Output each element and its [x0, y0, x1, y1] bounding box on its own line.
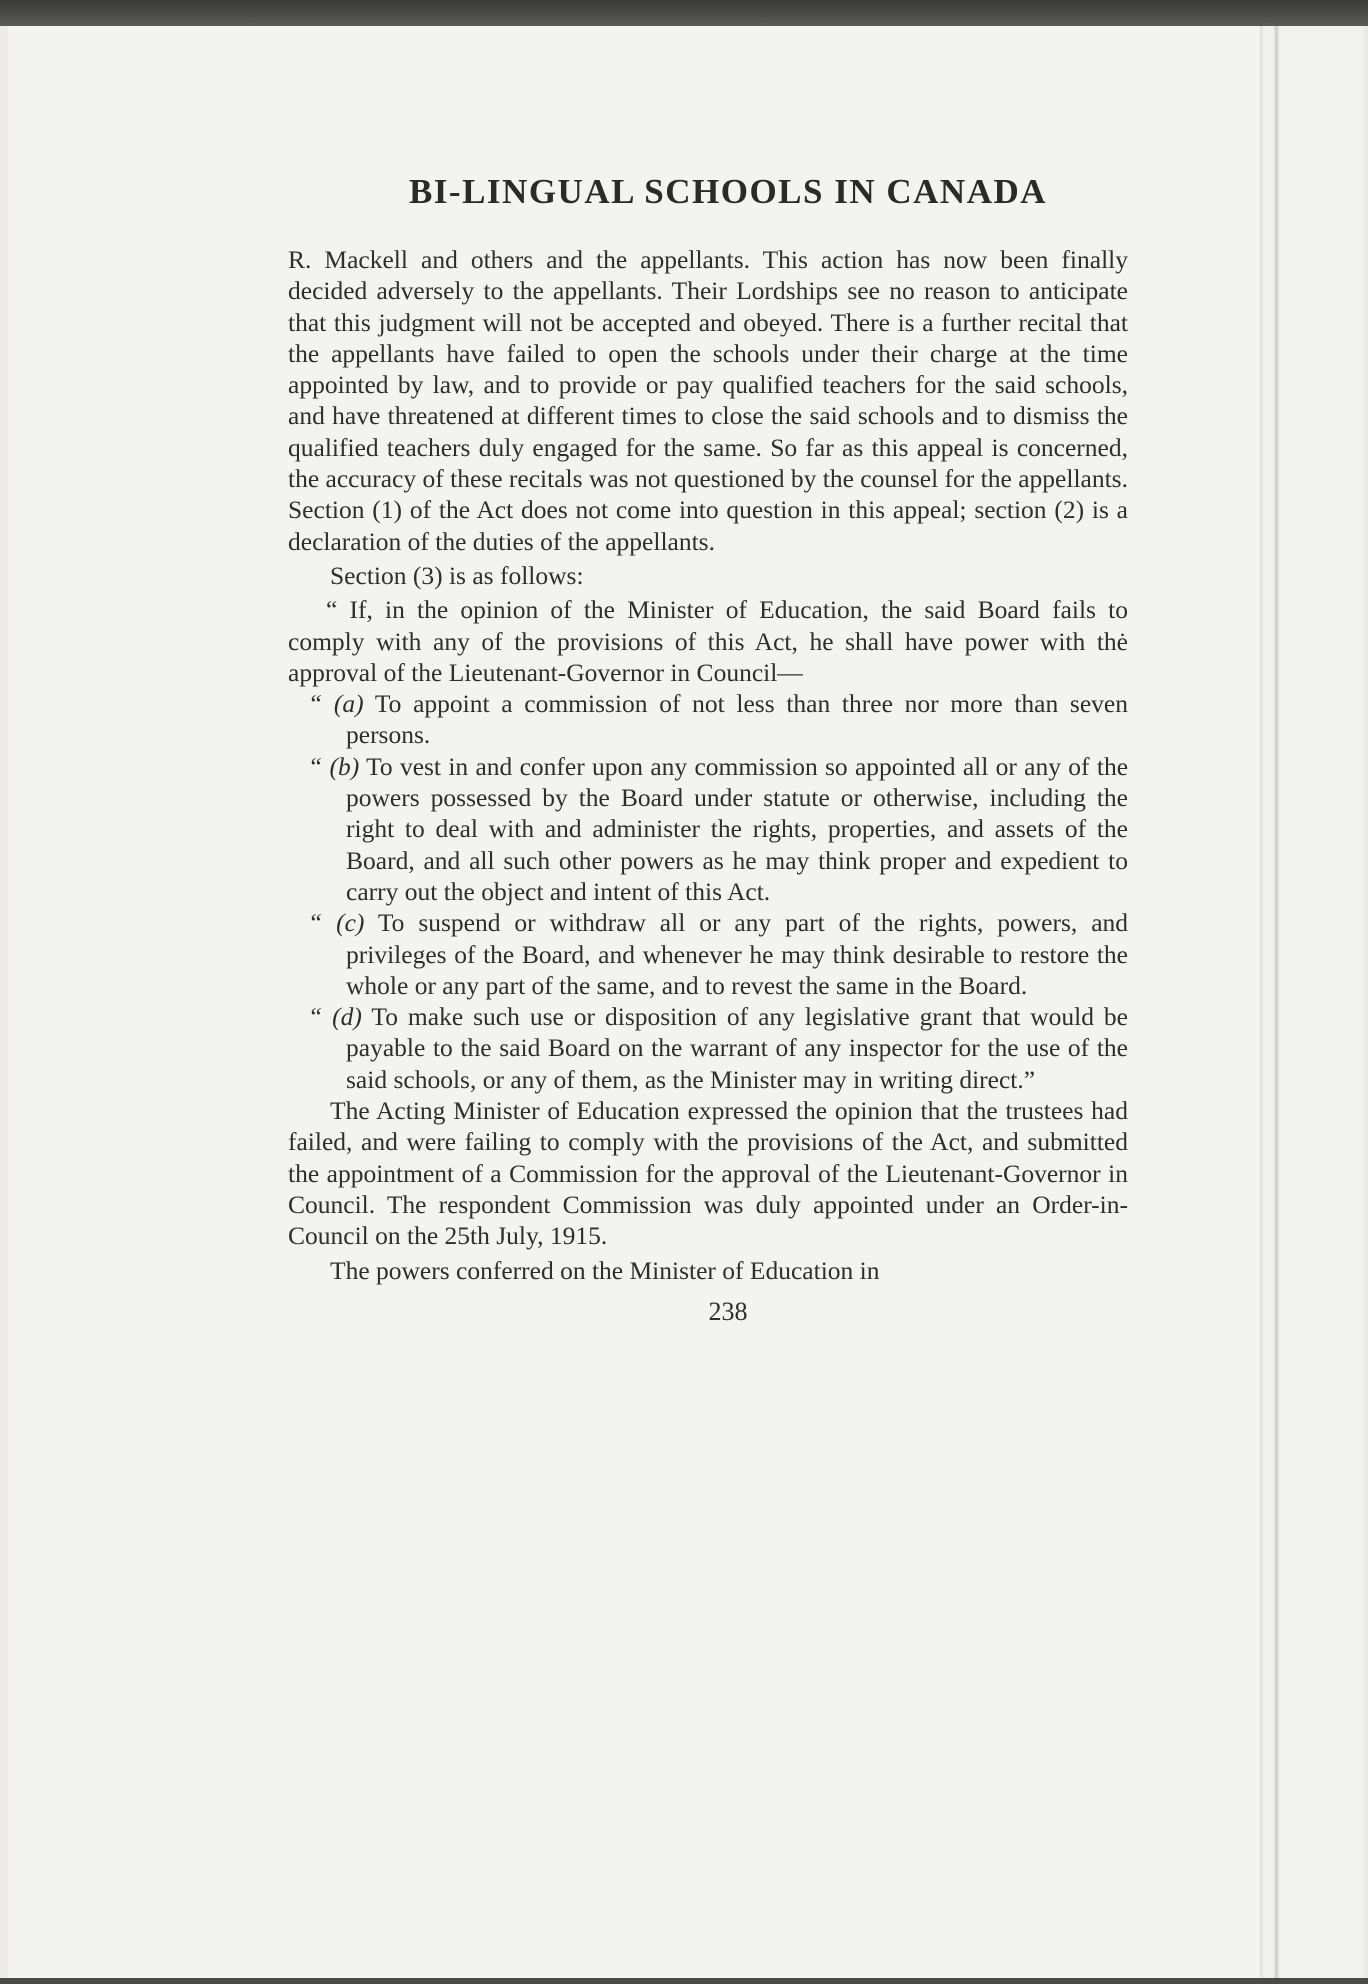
- quote-intro: “ If, in the opinion of the Minister of Education, the said Board fails to comply with any of the provisions of this Act, he shall have power with thė approval of the Lieutenant-Governor in Council—: [288, 595, 1128, 687]
- running-title: BI-LINGUAL SCHOOLS IN CANADA: [408, 172, 1048, 211]
- clause-d-text: To make such use or disposition of any legislative grant that would be payable to the said Board on the warrant of any inspector for the use of the said schools, or any of them, as the Minister may in writing direct.”: [346, 1002, 1128, 1094]
- clause-b: [288, 751, 1128, 907]
- clause-b-mark: “ (b): [308, 751, 360, 781]
- scan-top-border: [0, 0, 1368, 26]
- acting-minister-paragraph: The Acting Minister of Education expressed the opinion that the trustees had failed, and were failing to comply with the provisions of the Act, and submitted the appointment of a Commission for the approval of the Lieutenant-Governor in Council. The respondent Commission was duly appointed under an Order-in-Council on the 25th July, 1915.: [288, 1096, 1128, 1251]
- page-edge: [1260, 26, 1368, 1978]
- opening-paragraph: R. Mackell and others and the appellants. This action has now been finally decided adversely to the appellants. Their Lordships see no reason to anticipate that this judgment will not be accepted and obeyed. There is a further recital that the appellants have failed to open the schools under their charge at the time appointed by law, and to provide or pay qualified teachers for the said schools, and have threatened at different times to close the said schools and to dismiss the qualified teachers duly engaged for the same. So far as this appeal is concerned, the accuracy of these recitals was not questioned by the counsel for the appellants. Section (1) of the Act does not come into question in this appeal; section (2) is a declaration of the duties of the appellants.: [288, 245, 1128, 556]
- clause-a-text: To appoint a commission of not less than three nor more than seven persons.: [346, 689, 1128, 750]
- clause-d-mark: “ (d): [308, 1002, 362, 1032]
- clause-c-mark: “ (c): [308, 908, 365, 938]
- scan-bottom-border: [0, 1978, 1368, 1984]
- section-intro: Section (3) is as follows:: [330, 560, 584, 590]
- clause-b-text: To vest in and confer upon any commission so appointed all or any of the powers possessed by the Board under statute or otherwise, including the right to deal with and administer the rights, properties, and assets of the Board, and all such other powers as he may think proper and expedient to carry out the object and intent of this Act.: [346, 751, 1129, 906]
- clause-c: [288, 907, 1128, 1001]
- page-number: 238: [708, 1296, 748, 1326]
- clause-a-mark: “ (a): [308, 689, 364, 719]
- clause-d: [288, 1001, 1128, 1095]
- page-content: [288, 170, 1128, 1327]
- clause-a: [288, 688, 1128, 751]
- clause-c-text: To suspend or withdraw all or any part of the rights, powers, and privileges of the Board, and whenever he may think desirable to restore the whole or any part of the same, and to revest the same in the Board.: [346, 908, 1129, 1000]
- closing-line: The powers conferred on the Minister of Education in: [330, 1255, 880, 1285]
